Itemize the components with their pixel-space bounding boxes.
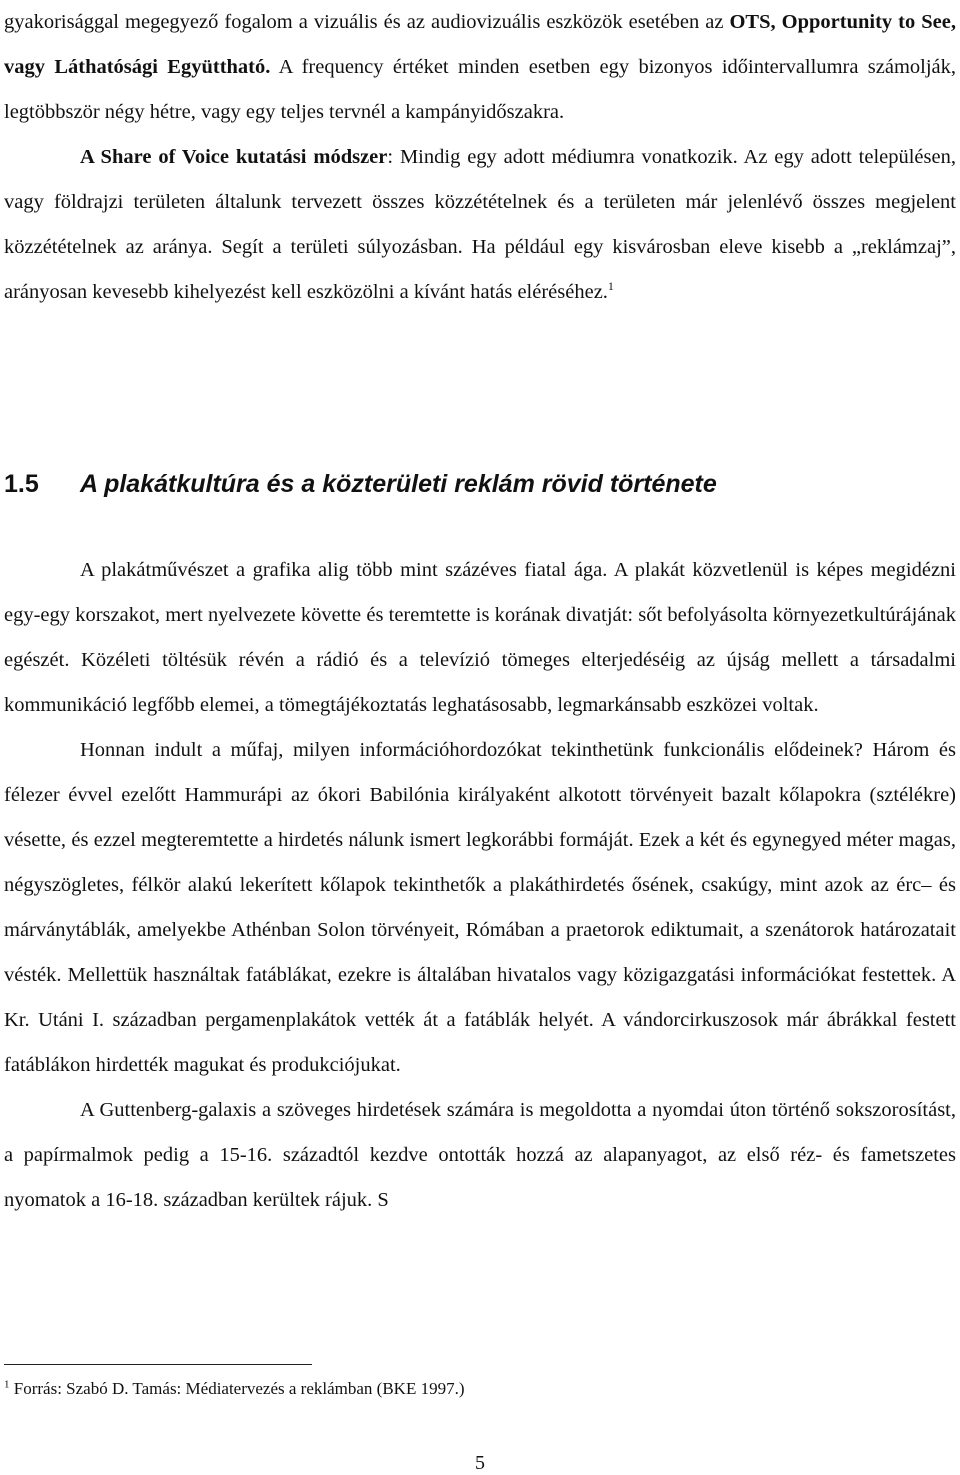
section-heading: [4, 470, 956, 499]
sov-text: : Mindig egy adott médiumra vonatkozik. Az egy adott településen, vagy földrajzi területen általunk tervezett összes közzétételnek és a területen már jelenlévő összes megjelent közzétételnek az aránya. Segít a területi súlyozásban. Ha például egy kisvárosban eleve kisebb a „reklámzaj”, arányosan kevesebb kihelyezést kell eszközölni a kívánt hatás eléréséhez.: [4, 146, 956, 303]
history-paragraph-2: Honnan indult a műfaj, milyen információhordozókat tekinthetünk funkcionális elődeinek? Három és félezer évvel ezelőtt Hammurápi az ókori Babilónia királyaként alkotott törvényeit bazalt kőlapokra (sztélékre) vésette, és ezzel megteremtette a hirdetés nálunk ismert legkorábbi formáját. Ezek a két és egynegyed méter magas, négyszögletes, félkör alakú lekerített kőlapok tekinthetők a plakáthirdetés ősének, csakúgy, mint azok az érc– és márványtáblák, amelyekbe Athénban Solon törvényeit, Rómában a praetorok ediktumait, a szenátorok határozatait vésték. Mellettük használtak fatáblákat, ezekre is általában hivatalos vagy közigazgatási információkat festettek. A Kr. Utáni I. században pergamenplakátok vették át a fatáblák helyét. A vándorcirkuszosok már ábrákkal festett fatáblákon hirdették magukat és produkciójukat.: [4, 739, 956, 1076]
sov-paragraph: [4, 135, 956, 315]
footnote-reference: 1: [607, 279, 614, 294]
footnote: [4, 1378, 465, 1400]
section-title: A plakátkultúra és a közterületi reklám rövid története: [80, 470, 717, 498]
footnote-text: Forrás: Szabó D. Tamás: Médiatervezés a reklámban (BKE 1997.): [9, 1379, 465, 1398]
intro-section: [4, 0, 956, 315]
intro-rest-text: A frequency értéket minden esetben egy bizonyos időintervallumra számolják, legtöbbször négy hétre, vagy egy teljes tervnél a kampányidőszakra.: [4, 56, 957, 123]
history-section: [4, 548, 956, 1223]
intro-paragraph: [4, 0, 956, 135]
section-number: 1.5: [4, 470, 39, 498]
ots-term: OTS, Opportunity to See, vagy Láthatósági Együttható.: [4, 11, 956, 78]
sov-term: A Share of Voice kutatási módszer: [80, 146, 388, 168]
footnote-marker: 1: [4, 1378, 10, 1391]
history-paragraph-3: A Guttenberg-galaxis a szöveges hirdetések számára is megoldotta a nyomdai úton történő sokszorosítást, a papírmalmok pedig a 15-16. századtól kezdve ontották hozzá az alapanyagot, az első réz- és fametszetes nyomatok a 16-18. században kerültek rájuk. S: [4, 1099, 956, 1211]
history-paragraph-1: A plakátművészet a grafika alig több mint százéves fiatal ága. A plakát közvetlenül is képes megidézni egy-egy korszakot, mert nyelvezete követte és teremtette is korának divatját: sőt befolyásolta környezetkultúrájának egészét. Közéleti töltésük révén a rádió és a televízió tömeges elterjedéséig az újság mellett a társadalmi kommunikáció legfőbb elemei, a tömegtájékoztatás leghatásosabb, legmarkánsabb eszközei voltak.: [4, 559, 956, 716]
footnote-separator: [4, 1364, 312, 1365]
page-number: 5: [475, 1452, 485, 1474]
intro-text: gyakorisággal megegyező fogalom a vizuális és az audiovizuális eszközök esetében az: [4, 11, 724, 33]
